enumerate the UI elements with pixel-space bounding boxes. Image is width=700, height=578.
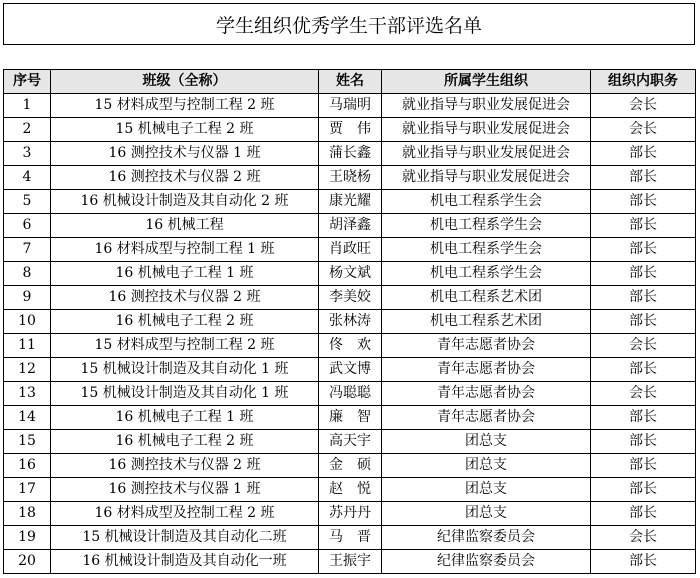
cell-number: 14 xyxy=(4,406,51,430)
cadre-roster-table xyxy=(3,69,696,574)
cell-position: 部长 xyxy=(591,142,696,166)
table-row xyxy=(4,286,696,310)
cell-organization: 青年志愿者协会 xyxy=(382,382,591,406)
cell-organization: 团总支 xyxy=(382,430,591,454)
cell-name: 王晓杨 xyxy=(319,166,382,190)
header-row xyxy=(4,70,696,94)
cell-organization: 机电工程系学生会 xyxy=(382,262,591,286)
cell-position: 会长 xyxy=(591,118,696,142)
roster-body xyxy=(4,94,696,574)
table-row xyxy=(4,382,696,406)
cell-number: 4 xyxy=(4,166,51,190)
cell-number: 2 xyxy=(4,118,51,142)
cell-organization: 团总支 xyxy=(382,478,591,502)
cell-number: 10 xyxy=(4,310,51,334)
cell-organization: 团总支 xyxy=(382,502,591,526)
cell-organization: 机电工程系学生会 xyxy=(382,190,591,214)
title-text: 学生组织优秀学生干部评选名单 xyxy=(215,14,482,37)
cell-organization: 青年志愿者协会 xyxy=(382,334,591,358)
cell-name: 高天宇 xyxy=(319,430,382,454)
cell-name: 胡泽鑫 xyxy=(319,214,382,238)
cell-organization: 就业指导与职业发展促进会 xyxy=(382,94,591,118)
table-row xyxy=(4,214,696,238)
table-row xyxy=(4,334,696,358)
cell-position: 部长 xyxy=(591,430,696,454)
table-row xyxy=(4,550,696,574)
table-row xyxy=(4,118,696,142)
table-row xyxy=(4,406,696,430)
cell-name: 武文博 xyxy=(319,358,382,382)
cell-position: 会长 xyxy=(591,94,696,118)
cell-number: 9 xyxy=(4,286,51,310)
cell-number: 6 xyxy=(4,214,51,238)
cell-organization: 团总支 xyxy=(382,454,591,478)
cell-position: 部长 xyxy=(591,406,696,430)
cell-name: 廉 智 xyxy=(319,406,382,430)
cell-name: 张林涛 xyxy=(319,310,382,334)
cell-name: 赵 悦 xyxy=(319,478,382,502)
cell-class: 16 机械电子工程 1 班 xyxy=(51,406,319,430)
cell-position: 部长 xyxy=(591,238,696,262)
cell-name: 康光耀 xyxy=(319,190,382,214)
cell-position: 会长 xyxy=(591,334,696,358)
table-row xyxy=(4,430,696,454)
col-header-organization: 所属学生组织 xyxy=(382,70,591,94)
cell-class: 16 材料成型与控制工程 1 班 xyxy=(51,238,319,262)
cell-organization: 就业指导与职业发展促进会 xyxy=(382,118,591,142)
table-row xyxy=(4,238,696,262)
cell-organization: 机电工程系学生会 xyxy=(382,214,591,238)
cell-name: 金 硕 xyxy=(319,454,382,478)
cell-number: 20 xyxy=(4,550,51,574)
cell-class: 16 测控技术与仪器 2 班 xyxy=(51,454,319,478)
cell-organization: 就业指导与职业发展促进会 xyxy=(382,166,591,190)
cell-class: 16 机械电子工程 2 班 xyxy=(51,430,319,454)
cell-position: 部长 xyxy=(591,286,696,310)
cell-name: 冯聪聪 xyxy=(319,382,382,406)
cell-organization: 机电工程系学生会 xyxy=(382,238,591,262)
table-row xyxy=(4,94,696,118)
cell-organization: 纪律监察委员会 xyxy=(382,526,591,550)
cell-class: 15 机械设计制造及其自动化 1 班 xyxy=(51,358,319,382)
cell-class: 15 机械设计制造及其自动化二班 xyxy=(51,526,319,550)
table-row xyxy=(4,166,696,190)
cell-number: 8 xyxy=(4,262,51,286)
cell-name: 马瑞明 xyxy=(319,94,382,118)
cell-name: 苏丹丹 xyxy=(319,502,382,526)
cell-position: 部长 xyxy=(591,478,696,502)
cell-number: 12 xyxy=(4,358,51,382)
cell-class: 16 机械电子工程 2 班 xyxy=(51,310,319,334)
cell-name: 肖政旺 xyxy=(319,238,382,262)
cell-organization: 就业指导与职业发展促进会 xyxy=(382,142,591,166)
cell-class: 15 材料成型与控制工程 2 班 xyxy=(51,94,319,118)
cell-number: 11 xyxy=(4,334,51,358)
table-row xyxy=(4,478,696,502)
cell-class: 16 测控技术与仪器 2 班 xyxy=(51,166,319,190)
table-row xyxy=(4,454,696,478)
cell-class: 16 机械电子工程 1 班 xyxy=(51,262,319,286)
cell-number: 15 xyxy=(4,430,51,454)
cell-class: 16 测控技术与仪器 1 班 xyxy=(51,478,319,502)
table-row xyxy=(4,526,696,550)
table-row xyxy=(4,262,696,286)
cell-position: 部长 xyxy=(591,166,696,190)
cell-position: 部长 xyxy=(591,502,696,526)
cell-position: 部长 xyxy=(591,214,696,238)
cell-number: 7 xyxy=(4,238,51,262)
document-title xyxy=(3,3,695,45)
cell-class: 16 机械设计制造及其自动化 2 班 xyxy=(51,190,319,214)
cell-position: 部长 xyxy=(591,454,696,478)
cell-class: 16 机械设计制造及其自动化一班 xyxy=(51,550,319,574)
cell-name: 贾 伟 xyxy=(319,118,382,142)
cell-number: 19 xyxy=(4,526,51,550)
cell-organization: 纪律监察委员会 xyxy=(382,550,591,574)
cell-class: 15 机械电子工程 2 班 xyxy=(51,118,319,142)
table-row xyxy=(4,190,696,214)
cell-position: 会长 xyxy=(591,382,696,406)
cell-class: 16 测控技术与仪器 2 班 xyxy=(51,286,319,310)
cell-number: 18 xyxy=(4,502,51,526)
cell-organization: 青年志愿者协会 xyxy=(382,358,591,382)
cell-organization: 机电工程系艺术团 xyxy=(382,310,591,334)
col-header-number: 序号 xyxy=(4,70,51,94)
cell-number: 17 xyxy=(4,478,51,502)
cell-position: 部长 xyxy=(591,550,696,574)
cell-class: 16 测控技术与仪器 1 班 xyxy=(51,142,319,166)
cell-position: 会长 xyxy=(591,526,696,550)
cell-number: 3 xyxy=(4,142,51,166)
cell-class: 16 材料成型及控制工程 2 班 xyxy=(51,502,319,526)
cell-organization: 青年志愿者协会 xyxy=(382,406,591,430)
col-header-position: 组织内职务 xyxy=(591,70,696,94)
cell-name: 王振宇 xyxy=(319,550,382,574)
cell-position: 部长 xyxy=(591,358,696,382)
cell-position: 部长 xyxy=(591,262,696,286)
table-row xyxy=(4,358,696,382)
table-row xyxy=(4,310,696,334)
cell-number: 5 xyxy=(4,190,51,214)
cell-organization: 机电工程系艺术团 xyxy=(382,286,591,310)
cell-class: 15 材料成型与控制工程 2 班 xyxy=(51,334,319,358)
table-row xyxy=(4,502,696,526)
cell-number: 13 xyxy=(4,382,51,406)
cell-name: 佟 欢 xyxy=(319,334,382,358)
cell-position: 部长 xyxy=(591,310,696,334)
table-row xyxy=(4,142,696,166)
cell-name: 杨文斌 xyxy=(319,262,382,286)
cell-name: 蒲长鑫 xyxy=(319,142,382,166)
cell-class: 16 机械工程 xyxy=(51,214,319,238)
cell-position: 部长 xyxy=(591,190,696,214)
cell-name: 马 晋 xyxy=(319,526,382,550)
cell-class: 15 机械设计制造及其自动化 1 班 xyxy=(51,382,319,406)
cell-number: 16 xyxy=(4,454,51,478)
cell-name: 李美姣 xyxy=(319,286,382,310)
col-header-name: 姓名 xyxy=(319,70,382,94)
cell-number: 1 xyxy=(4,94,51,118)
col-header-class: 班级（全称） xyxy=(51,70,319,94)
